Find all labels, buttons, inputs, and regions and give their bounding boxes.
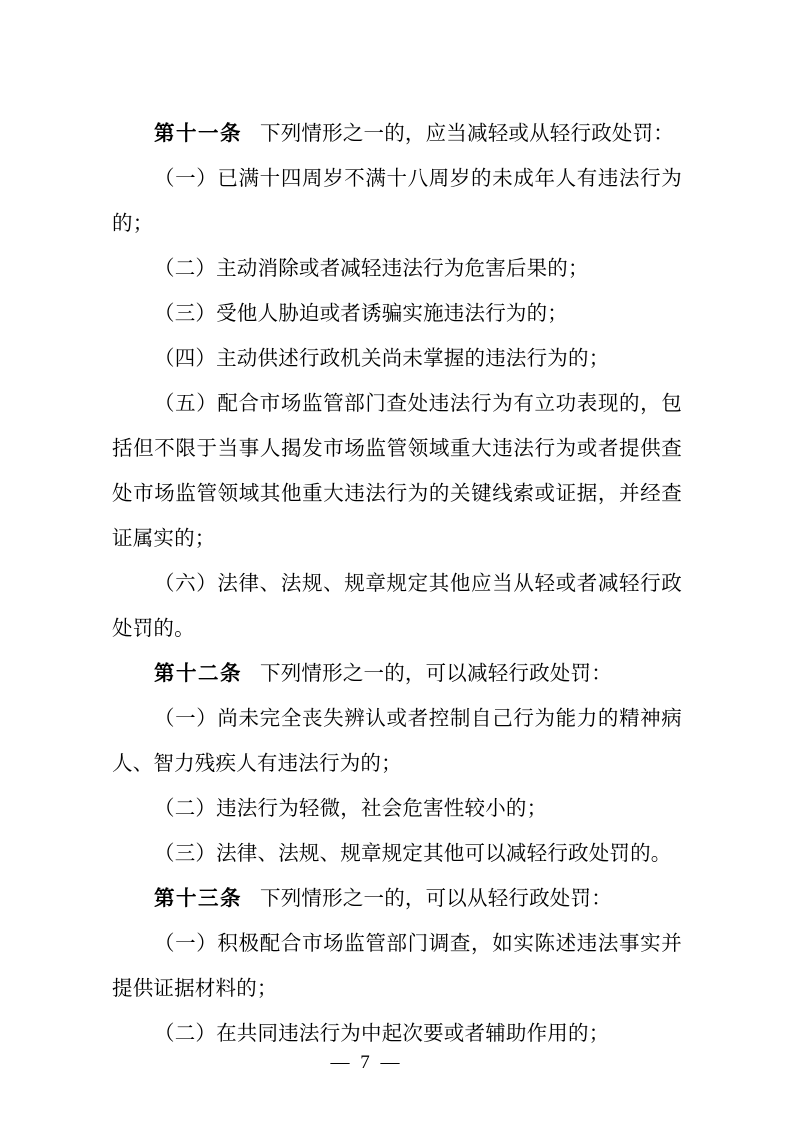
paragraph-text: （一）积极配合市场监管部门调查，如实陈述违法事实并提供证据材料的； (112, 933, 682, 1000)
paragraph-text: （二）在共同违法行为中起次要或者辅助作用的； (154, 1023, 610, 1045)
article-paragraph (112, 652, 682, 697)
clause-paragraph (112, 787, 682, 832)
document-body (112, 112, 682, 1057)
paragraph-text: 下列情形之一的，可以从轻行政处罚： (260, 888, 612, 910)
paragraph-text: （一）尚未完全丧失辨认或者控制自己行为能力的精神病人、智力残疾人有违法行为的； (112, 708, 682, 775)
paragraph-text: （二）主动消除或者减轻违法行为危害后果的； (154, 258, 589, 280)
paragraph-text: 下列情形之一的，应当减轻或从轻行政处罚： (260, 123, 674, 145)
clause-paragraph (112, 292, 682, 337)
clause-paragraph (112, 382, 682, 562)
article-number: 第十三条 (154, 888, 242, 910)
article-number: 第十一条 (154, 123, 242, 145)
paragraph-text: 下列情形之一的，可以减轻行政处罚： (260, 663, 612, 685)
page-number: — 7 — (330, 1052, 403, 1073)
clause-paragraph (112, 337, 682, 382)
clause-paragraph (112, 832, 682, 877)
paragraph-text: （三）法律、法规、规章规定其他可以减轻行政处罚的。 (154, 843, 672, 865)
clause-paragraph (112, 1012, 682, 1057)
paragraph-text: （五）配合市场监管部门查处违法行为有立功表现的，包括但不限于当事人揭发市场监管领域重大违法行为或者提供查处市场监管领域其他重大违法行为的关键线索或证据，并经查证属实的； (112, 393, 682, 550)
paragraph-text: （六）法律、法规、规章规定其他应当从轻或者减轻行政处罚的。 (112, 573, 682, 640)
article-paragraph (112, 877, 682, 922)
paragraph-text: （一）已满十四周岁不满十八周岁的未成年人有违法行为的； (112, 168, 682, 235)
paragraph-text: （二）违法行为轻微，社会危害性较小的； (154, 798, 548, 820)
article-number: 第十二条 (154, 663, 242, 685)
clause-paragraph (112, 697, 682, 787)
paragraph-text: （四）主动供述行政机关尚未掌握的违法行为的； (154, 348, 610, 370)
article-paragraph (112, 112, 682, 157)
clause-paragraph (112, 562, 682, 652)
clause-paragraph (112, 247, 682, 292)
clause-paragraph (112, 922, 682, 1012)
clause-paragraph (112, 157, 682, 247)
paragraph-text: （三）受他人胁迫或者诱骗实施违法行为的； (154, 303, 568, 325)
